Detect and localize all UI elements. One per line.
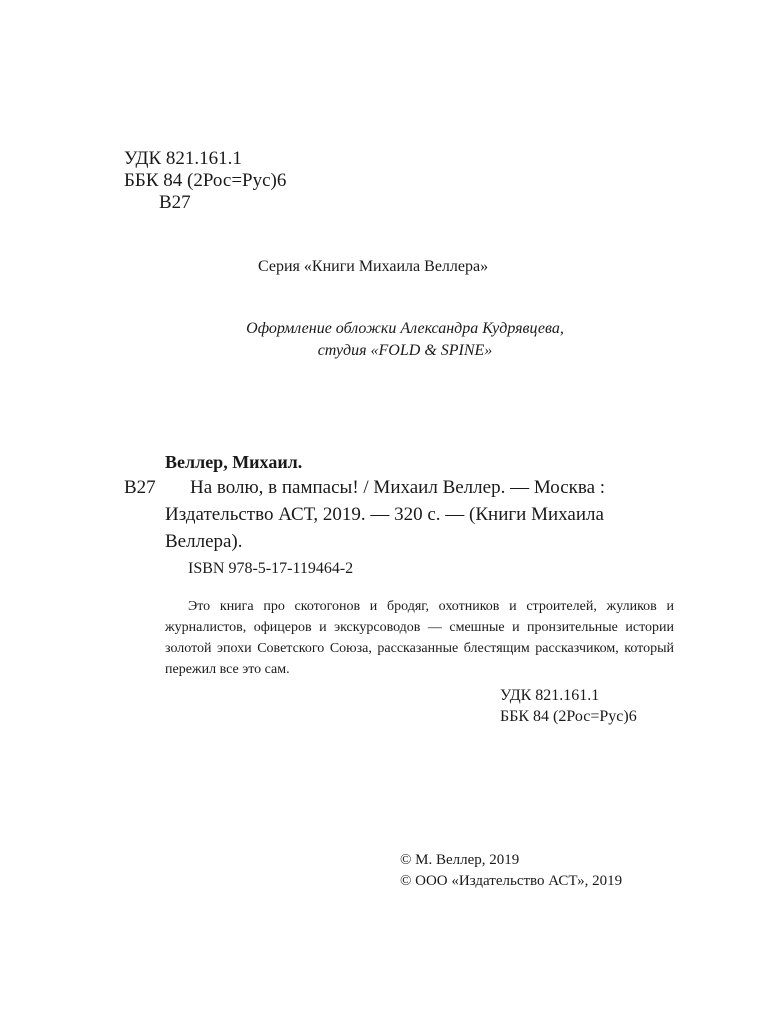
copyright-block — [400, 850, 622, 892]
bibliographic-line-2: Издательство АСТ, 2019. — 320 с. — (Книги Михаила — [165, 504, 604, 525]
bibliographic-line-3: Веллера). — [165, 531, 243, 552]
cover-design-studio: студия «FOLD & SPINE» — [317, 342, 493, 359]
classification-bottom — [500, 685, 637, 727]
copyright-publisher: © ООО «Издательство АСТ», 2019 — [400, 873, 623, 889]
bbk-code-bottom: ББК 84 (2Рос=Рус)6 — [500, 708, 637, 725]
udk-code-bottom: УДК 821.161.1 — [500, 687, 600, 704]
bbk-code: ББК 84 (2Рос=Рус)6 — [124, 170, 287, 191]
classification-top — [124, 148, 286, 214]
cover-design-line: Оформление обложки Александра Кудрявцева, — [246, 320, 564, 337]
series-title: Серия «Книги Михаила Веллера» — [258, 258, 489, 275]
isbn: ISBN 978-5-17-119464-2 — [188, 560, 354, 577]
cover-design-credit — [0, 318, 768, 362]
annotation: Это книга про скотогонов и бродяг, охотников и строителей, жуликов и журналистов, офицеров и экскурсоводов — смешные и пронзительные истории золотой эпохи Советского Союза, рассказанные блестящим рассказчиком, который пережил все это сам. — [165, 599, 674, 677]
author-heading: Веллер, Михаил. — [165, 452, 303, 472]
author-mark: В27 — [159, 192, 191, 213]
copyright-author: © М. Веллер, 2019 — [400, 852, 520, 868]
catalog-code: В27 — [124, 477, 156, 498]
udk-code: УДК 821.161.1 — [124, 148, 242, 169]
bibliographic-line-1: На волю, в пампасы! / Михаил Веллер. — Москва : — [190, 477, 606, 498]
